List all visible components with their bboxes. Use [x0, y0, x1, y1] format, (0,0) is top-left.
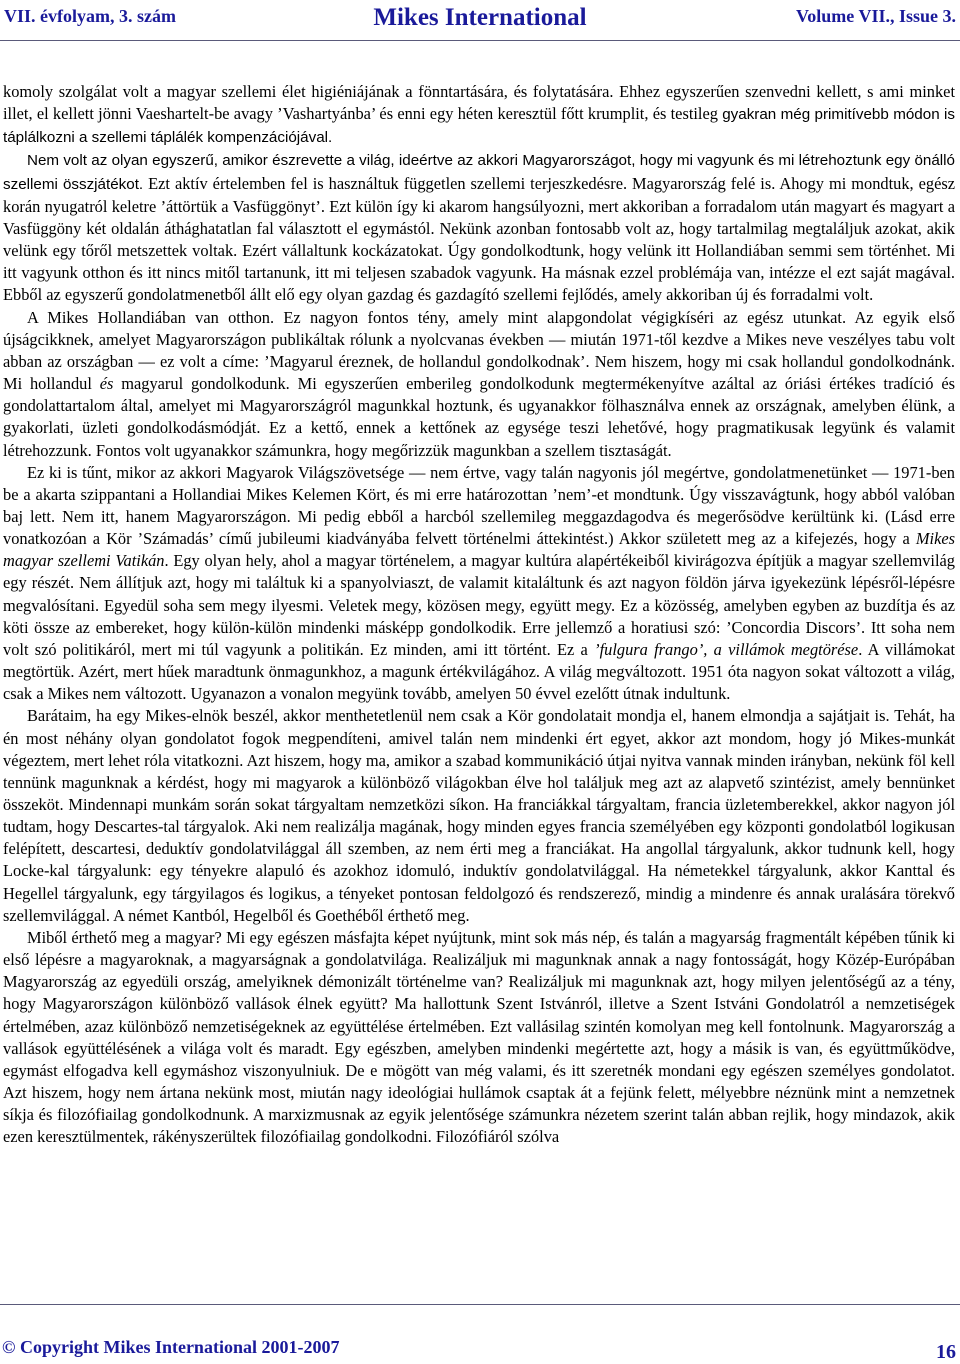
paragraph-2-sans-text: Nem volt az olyan egyszerű, amikor észrevette a világ, ideértve az akkori Magyarországot, hogy mi vagyunk és mi létrehoztunk egy önálló szellemi összjátékot.: [3, 152, 955, 193]
paragraph-4-emphasis-fulgura: ’fulgura frango’, a villámok megtörése: [594, 639, 859, 659]
paragraph-4: [3, 462, 955, 706]
page-header: [0, 0, 960, 40]
journal-title: Mikes International: [373, 4, 587, 31]
paragraph-4-text-a: Ez ki is tűnt, mikor az akkori Magyarok Világszövetsége — nem értve, vagy talán nagyonis jól megértve, gondolatmenetünket — 1971-ben be a akarta szippantani a Hollandiai Mikes Kelemen Kört, és mi erre határozottan ’nem’-et mondtunk. Úgy visszavágtunk, hogy abból valóban baj lett. Nem itt, hanem Magyarországon. Mi pedig ebből a harcból szellemileg meggazdagodva és megerősödve kerültünk ki. (Lásd erre vonatkozóan a Kör ’Számadás’ című jubileumi kiadványába felvett történelmi áttekintést.) Akkor született meg az a kifejezés, hogy a: [3, 462, 955, 549]
paragraph-1-sans-text: gyakran még primitívebb módon is táplálkozni a szellemi táplálék kompenzációjával.: [3, 106, 955, 147]
paragraph-2: [3, 149, 955, 306]
paragraph-3-text-b: magyarul gondolkodunk. Mi egyszerűen emberileg gondolkodunk megtermékenyítve azáltal az óriási értékes tradíció és gondolattartalom által, amelyet mi Magyarországról magunkkal hoztunk, és ugyanakkor fölhasználva ennek az országnak, amelyben élünk, a gyakorlati, üzleti gondolkodásmódját. Ez a kettő, ennek a kettőnek az egysége teszi lehetővé, hogy pragmatikusak legyünk és valamit létrehozzunk. Fontos volt ugyanakkor számunkra, hogy megőrizzük magunkban a szellem tisztaságát.: [3, 374, 955, 460]
volume-hungarian: VII. évfolyam, 3. szám: [4, 6, 176, 26]
paragraph-1: [3, 81, 955, 149]
copyright-notice: © Copyright Mikes International 2001-2007: [2, 1337, 340, 1357]
paragraph-5: Barátaim, ha egy Mikes-elnök beszél, akkor menthetetlenül nem csak a Kör gondolatait mondja el, hanem elmondja a sajátjait is. Tehát, ha én most néhány olyan gondolatot fogok megpendíteni, amivel talán nem mindenki ért egyet, akkor azt mondom, hogy jó Mikes-munkát végeztem, mert lehet róla vitatkozni. Azt hiszem, hogy ma, amikor a szabad kommunikáció útjai nyitva vannak minden irányban, nekünk föl kell tennünk magunknak a kérdést, hogy mi magyarok a különböző világokban élve hol találjuk meg azt az alapvető szintézist, amely bennünket összeköt. Mindennapi munkám során sokat tárgyaltam nemzetközi síkon. Ha franciákkal tárgyaltam, francia üzletemberekkel, akkor nagyon jól tudtam, hogy Descartes-tal tárgyalok. Aki nem realizálja magának, hogy minden egyes francia személyében egy központi gondolatból logikusan felépített, descartesi, deduktív gondolatvilággal áll szemben, az nem érti meg a franciákat. Ha angollal tárgyalunk, akkor tudnunk kell, hogy Locke-kal tárgyalunk: egy tényekre alapuló és azokhoz idomuló, induktív gondolatvilággal. Ha németekkel tárgyalunk, akkor Kanttal és Hegellel tárgyalunk, egy tárgyilagos és logikus, a tényeket pontosan feldolgozó és rendszerező, mindig a mindenre és annak uralására törekvő szellemvilággal. A német Kantból, Hegelből és Goethéből érthető meg.: [3, 706, 955, 925]
article-body: [3, 81, 955, 1149]
paragraph-2-text: Ezt aktív értelemben fel is használtuk független szellemi terjeszkedésre. Magyarország felé is. Ahogy mi mondtuk, egész korán nyugatról keletre ’áttörtük a Vasfüggönyt’. Ezt külön így ki akarom hangsúlyozni, mert akkoriban a forradalom után magyart és magyart a Vasfüggöny két oldalán áthághatatlan fal választott el egymástól. Nekünk azonban fontosabb volt az, hogy tartalmilag megtaláljuk azokat, akik velünk egy tőről metszettek voltak. Ezért vállaltunk kockázatokat. Úgy gondolkodtunk, hogy velünk itt Hollandiában semmi sem történhet. Mi itt vagyunk otthon és itt nincs mitől tartanunk, itt mi teljesen szabadok vagyunk. Ha másnak ezzel problémája van, intézze el ezt saját magával. Ebből az egyszerű gondolatmenetből állt elő egy olyan gazdag és gazdagító szellemi fejlődés, amely akkoriban új és forradalmi volt.: [3, 173, 955, 305]
paragraph-3-text-a: A Mikes Hollandiában van otthon. Ez nagyon fontos tény, amely mint alapgondolat végigkíséri az egész utunkat. Az egyik első újságcikknek, amelyet Magyarországon publikáltak rólunk a nyolcvanas években — miután 1971-től kezdve a Mikes neve veszélyes tabu volt abban az országban — ez volt a címe: ’Magyarul éreznek, de hollandul gondolkodnak’. Nem hiszem, hogy mi csak hollandul gondolkodnánk. Mi hollandul: [3, 307, 955, 394]
paragraph-3-emphasis: és: [99, 374, 114, 394]
volume-english: Volume VII., Issue 3.: [795, 6, 956, 26]
paragraph-4-emphasis-vatikan: Mikes magyar szellemi Vatikán: [3, 529, 955, 571]
paragraph-4-text-c: . A villámokat megtörtük. Azért, mert hűek maradtunk önmagunkhoz, a magunk értékvilágához. A világ megváltozott. 1951 óta nagyon sokat változott a világ, csak a Mikes nem változott. Ugyanazon a vonalon megyünk tovább, amelyen 50 évvel ezelőtt útnak indultunk.: [3, 639, 955, 704]
page-number: 16: [936, 1341, 956, 1363]
paragraph-3: [3, 307, 955, 462]
paragraph-6: Miből érthető meg a magyar? Mi egy egészen másfajta képet nyújtunk, mint sok más nép, és talán a magyarság fragmentált képében tűnik ki első lépésre a magyaroknak, a magyarságnak a gondolatvilága. Realizáljuk mi magunknak annak a nagy fontosságát, hogy Közép-Európában Magyarország az egyedüli ország, amelyiknek démonizált történelme van? Realizáljuk mi magunknak azt, hogy milyen jelentőségű az a tény, hogy Magyarországon különböző vallások élnek együtt? Ma hallottunk Szent Istvánról, illetve a Szent Istváni Gondolatról a nemzetiségek értelmében, azaz különböző nemzetiségeknek az együttélése értelmében. Ezt vallásilag szintén komolyan meg kell fontolnunk. Magyarország a vallások együttélésének a világa volt és maradt. Egy egészben, amelyben mindenki megértette azt, hogy a másik is van, és együttműködve, egymást elfogadva kell egymáshoz viszonyulniuk. De e mögött van még valami, és itt szeretnék mondani egy egészen személyes gondolatot. Azt hiszem, hogy nem ártana nekünk most, miután nagy ideológiai hullámok csaptak át a fejünk felett, mélyebbre néznünk mint a nemzetnek síkja és filozófiailag gondolkodnunk. A marxizmusnak az egyik jelentősége számunkra nézetem szerint talán abban rejlik, hogy mindazok, akik ezen keresztülmentek, rákényszerültek filozófiailag gondolkodni. Filozófiáról szólva: [3, 927, 955, 1147]
paragraph-4-text-b: . Egy olyan hely, ahol a magyar történelem, a magyar kultúra alapértékeiből kivirágozva építjük a magyar szellemvilág egy részét. Nem állítjuk azt, hogy mi találtuk ki a spanyolviaszt, de valamit kitaláltunk és azt nagyon földön járva igyekezünk lépésről-lépésre megvalósítani. Egyedül soha sem megy ilyesmi. Veletek megy, közösen megy, együtt megy. Ez a közösség, amelyben egyben az buzdítja és az köti össze az embereket, hogy külön-külön mindenki másképp gondolkodik. Erre jellemző a horatiusi szó: ’Concordia Discors’. Itt soha nem volt szó politikáról, mert mi túl vagyunk a politikán. Ez minden, ami itt történt. Ez a: [3, 551, 955, 659]
footer-rule: [0, 1304, 960, 1305]
paragraph-1-text: komoly szolgálat volt a magyar szellemi élet higiéniájának a fönntartására, és folytatására. Ehhez egyszerűen szenvedni kellett, s ami minket illet, el kellett jönni Vaeshartelt-be avagy ’Vashartyánba’ és enni egy héten keresztül főtt krumplit, és testileg: [3, 82, 955, 124]
header-rule: [0, 40, 960, 41]
